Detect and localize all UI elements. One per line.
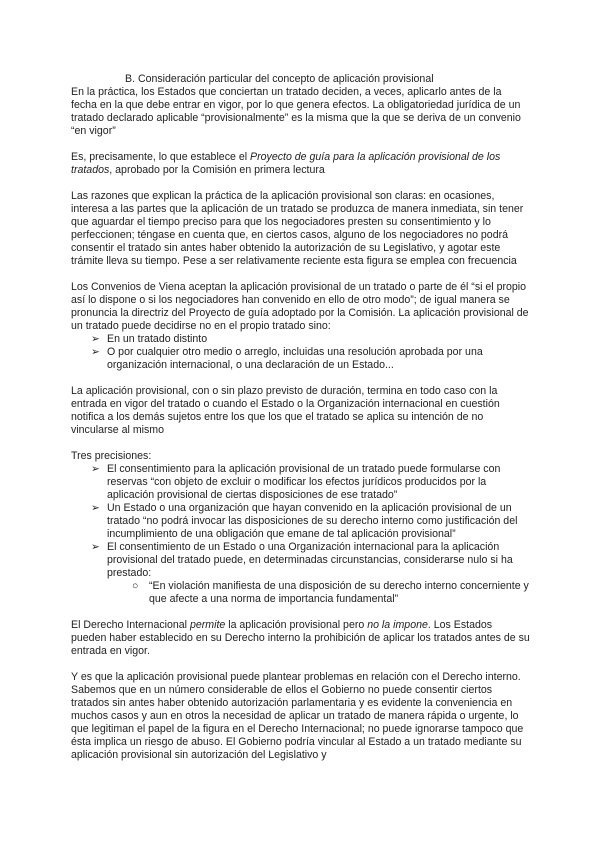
paragraph-practice: En la práctica, los Estados que conciertan un tratado deciden, a veces, aplicarlo antes de la fecha en la que debe entrar en vigor, por lo que genera efectos. La obligatoriedad jurídica de un tratado declarado aplicable “provisionalmente” es la misma que la que se deriva de un convenio “en vigor” (71, 86, 521, 137)
list-item: ➢ El consentimiento para la aplicación provisional de un tratado puede formularse con reservas “con objeto de excluir o modificar los efectos jurídicos producidos por la aplicación provisional de ciertas disposiciones de ese tratado” (91, 463, 501, 501)
list-item: ➢ Un Estado o una organización que hayan convenido en la aplicación provisional de un tratado “no podrá invocar las disposiciones de su derecho interno como justificación del incumplimiento de una obligación que emane de tal aplicación provisional” (91, 502, 518, 540)
sub-list (71, 580, 530, 606)
circle-bullet-icon: ○ (132, 580, 139, 592)
paragraph-reasons: Las razones que explican la práctica de la aplicación provisional son claras: en ocasiones, interesa a las partes que la aplicación de un tratado se produzca de manera inmediata, sin tener que aguardar el tiempo preciso para que los negociadores presten su consentimiento y lo perfeccionen; téngase en cuenta que, en ciertos casos, alguno de los negociadores no podrá consentir el tratado sin antes haber obtenido la autorización de su Legislativo, y agotar este trámite lleva su tiempo. Pese a ser relativamente reciente esta figura se emplea con frecuencia (71, 190, 524, 267)
arrow-bullet-icon: ➢ (91, 502, 100, 514)
list-item: ➢ En un tratado distinto (91, 333, 208, 345)
list-item: ➢ O por cualquier otro medio o arreglo, incluidas una resolución aprobada por una organización internacional, o una declaración de un Estado... (91, 346, 483, 371)
arrow-bullet-icon: ➢ (91, 333, 100, 345)
precisions-list (71, 463, 530, 580)
paragraph-vienna: Los Convenios de Viena aceptan la aplicación provisional de un tratado o parte de él “si el propio así lo dispone o si los negociadores han convenido en ello de otro modo”; de igual manera se pronuncia la directriz del Proyecto de guía adoptado por la Comisión. La aplicación provisional de un tratado puede decidirse no en el propio tratado sino: (71, 281, 529, 332)
paragraph-domestic-law: Y es que la aplicación provisional puede plantear problemas en relación con el Derecho interno. Sabemos que en un número considerable de ellos el Gobierno no puede consentir ciertos tratados sin antes haber obtenido autorización parlamentaria y es evidente la conveniencia en muchos casos y aun en otros la necesidad de aplicar un tratado de manera rápida o urgente, lo que legitiman el papel de la figura en el Derecho Internacional; no puede ignorarse tampoco que ésta implica un riesgo de abuso. El Gobierno podría vincular al Estado a un tratado mediante su aplicación provisional sin autorización del Legislativo y (71, 671, 524, 761)
options-list (71, 333, 530, 372)
list-item: ➢ El consentimiento de un Estado o una Organización internacional para la aplicación provisional del tratado puede, en determinadas circunstancias, considerarse nulo si ha prestado: (91, 541, 513, 579)
paragraph-three-points: Tres precisiones: (71, 450, 152, 462)
arrow-bullet-icon: ➢ (91, 463, 100, 475)
arrow-bullet-icon: ➢ (91, 541, 100, 553)
arrow-bullet-icon: ➢ (91, 346, 100, 358)
draft-guide-title: Proyecto de guía para la aplicación provisional de los tratados (71, 151, 501, 176)
paragraph-termination: La aplicación provisional, con o sin plazo previsto de duración, termina en todo caso con la entrada en vigor del tratado o cuando el Estado o la Organización internacional en cuestión notifica a los demás sujetos entre los que los que el tratado se aplica su intención de no vincularse al mismo (71, 385, 500, 436)
section-heading: B. Consideración particular del concepto de aplicación provisional (125, 73, 434, 85)
paragraph-draft-guide: Es, precisamente, lo que establece el Proyecto de guía para la aplicación provisional de los tratados, aprobado por la Comisión en primera lectura (71, 151, 501, 176)
paragraph-permits: El Derecho Internacional permite la aplicación provisional pero no la impone. Los Estados pueden haber establecido en su Derecho interno la prohibición de aplicar los tratados antes de su entrada en vigor. (71, 619, 530, 657)
sub-list-item: ○ “En violación manifiesta de una disposición de su derecho interno concerniente y que afecte a una norma de importancia fundamental” (132, 580, 529, 605)
